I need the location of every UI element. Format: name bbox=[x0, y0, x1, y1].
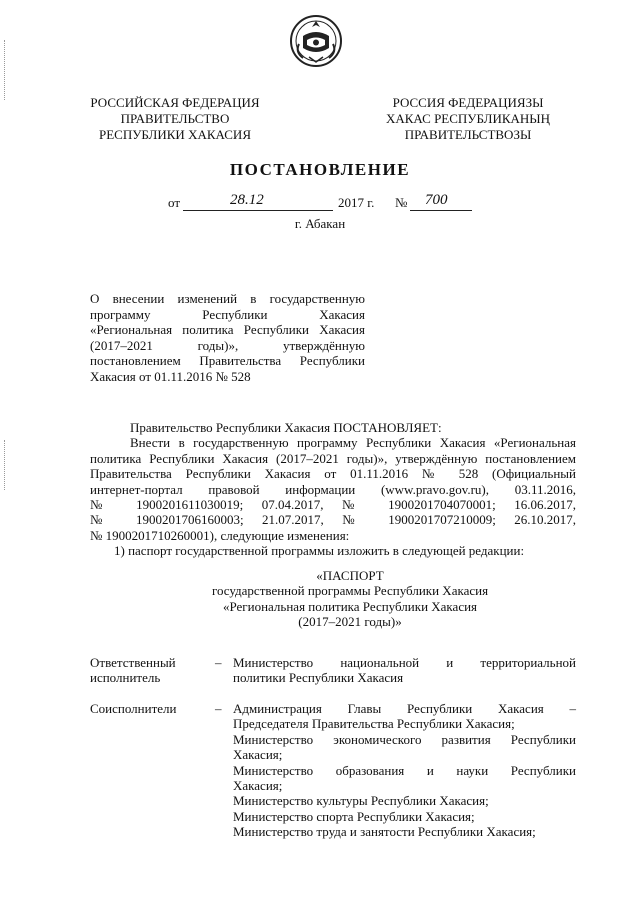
header-left-line: РОССИЙСКАЯ ФЕДЕРАЦИЯ bbox=[90, 95, 260, 110]
coat-of-arms-icon bbox=[289, 14, 343, 68]
date-prefix: от bbox=[168, 195, 181, 210]
row-value-line: Администрация Главы Республики Хакасия – bbox=[233, 701, 576, 716]
body-line: политика Республики Хакасия (2017–2021 годы)», утверждённую постановлением bbox=[90, 450, 576, 466]
scan-margin-mark bbox=[4, 40, 6, 100]
row-value-line: Министерство труда и занятости Республики Хакасия; bbox=[233, 824, 536, 840]
title-line: постановлением Правительства Республики bbox=[90, 353, 365, 369]
header-right bbox=[368, 95, 568, 143]
row-value bbox=[233, 655, 576, 686]
row-value-line: Хакасия; bbox=[233, 747, 283, 763]
row-dash: – bbox=[215, 655, 222, 670]
list-item: 1) паспорт государственной программы изложить в следующей редакции: bbox=[114, 543, 525, 559]
document-title bbox=[90, 291, 365, 385]
title-line: программу Республики Хакасия bbox=[90, 306, 365, 322]
row-label-line: Соисполнители bbox=[90, 701, 177, 716]
number-underline bbox=[410, 210, 472, 211]
row-label bbox=[90, 701, 200, 716]
row-value-line: Хакасия; bbox=[233, 778, 283, 794]
row-value-line: Министерство образования и науки Республики bbox=[233, 762, 576, 778]
header-right-line: ХАКАС РЕСПУБЛИКАНЫҢ bbox=[385, 111, 551, 126]
row-value-line: Министерство спорта Республики Хакасия; bbox=[233, 808, 475, 824]
passport-heading bbox=[190, 568, 510, 630]
row-value bbox=[233, 701, 576, 840]
body-line: № 1900201706160003; 21.07.2017, № 1900201707210009; 26.10.2017, bbox=[90, 512, 576, 528]
passport-line: (2017–2021 годы)» bbox=[298, 614, 402, 630]
date-underline bbox=[183, 210, 333, 211]
handwritten-date: 28.12 bbox=[230, 192, 264, 208]
row-label bbox=[90, 655, 200, 686]
title-line: (2017–2021 годы)», утверждённую bbox=[90, 337, 365, 353]
body-line: № 1900201710260001), следующие изменения: bbox=[90, 527, 350, 543]
row-label-line: Ответственный bbox=[90, 655, 176, 670]
passport-line: «Региональная политика Республики Хакасия bbox=[222, 598, 478, 614]
row-label-line: исполнитель bbox=[90, 670, 161, 686]
header-right-line: РОССИЯ ФЕДЕРАЦИЯЗЫ bbox=[392, 95, 544, 110]
row-value-line: Министерство экономического развития Республики bbox=[233, 731, 576, 747]
row-dash: – bbox=[215, 701, 222, 716]
header-right-line: ПРАВИТЕЛЬСТВОЗЫ bbox=[404, 127, 532, 142]
body-line: Внести в государственную программу Республики Хакасия «Региональная bbox=[130, 435, 576, 451]
title-line: О внесении изменений в государственную bbox=[90, 291, 365, 306]
scan-margin-mark bbox=[4, 440, 6, 490]
passport-line: государственной программы Республики Хакасия bbox=[211, 583, 489, 599]
date-year: 2017 г. bbox=[338, 195, 375, 210]
title-line: Хакасия от 01.11.2016 № 528 bbox=[90, 368, 251, 384]
body-line: Правительство Республики Хакасия ПОСТАНОВЛЯЕТ: bbox=[130, 420, 442, 435]
document-type: ПОСТАНОВЛЕНИЕ bbox=[229, 160, 411, 179]
body-line: № 1900201611030019; 07.04.2017, № 1900201704070001; 16.06.2017, bbox=[90, 497, 576, 513]
handwritten-number: 700 bbox=[425, 192, 448, 208]
body-line: интернет-портал правовой информации (www.pravo.gov.ru), 03.11.2016, bbox=[90, 481, 576, 497]
header-left-line: РЕСПУБЛИКИ ХАКАСИЯ bbox=[98, 127, 251, 142]
row-value-line: Председателя Правительства Республики Хакасия; bbox=[233, 716, 515, 732]
city: г. Абакан bbox=[294, 216, 346, 231]
passport-line: «ПАСПОРТ bbox=[316, 568, 384, 583]
title-line: «Региональная политика Республики Хакасия bbox=[90, 322, 365, 338]
number-sign: № bbox=[395, 195, 408, 210]
row-value-line: политики Республики Хакасия bbox=[233, 670, 404, 686]
row-value-line: Министерство культуры Республики Хакасия; bbox=[233, 793, 489, 809]
body-line: Правительства Республики Хакасия от 01.11.2016 № 528 (Официальный bbox=[90, 466, 576, 482]
row-value-line: Министерство национальной и территориальной bbox=[233, 655, 576, 670]
header-left bbox=[80, 95, 270, 143]
document-body bbox=[90, 420, 576, 559]
header-left-line: ПРАВИТЕЛЬСТВО bbox=[120, 111, 230, 126]
